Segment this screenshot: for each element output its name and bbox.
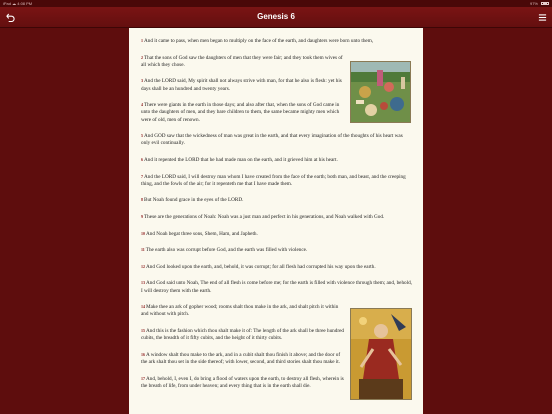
verse-text: And this is the fashion which thou shalt make it of: The length of the ark shall be three hundred cubits, the breadth of it fifty cubits, and the height of it thirty cubits. [141, 327, 344, 342]
verse-text: And it came to pass, when men began to multiply on the face of the earth, and daughters were born unto them, [144, 38, 374, 44]
verse-text: And GOD saw that the wickedness of man was great in the earth, and that every imagination of the thoughts of his heart was only evil continually. [141, 133, 403, 147]
verse-8[interactable] [141, 196, 413, 204]
verse-3[interactable] [141, 77, 346, 92]
verse-number: 16 [141, 351, 145, 357]
verse-number: 4 [141, 102, 143, 108]
verse-text: And, behold, I, even I, do bring a flood of waters upon the earth, to destroy all flesh, wherein is the breath of life, from under heaven; and every thing that is in the earth shall die. [141, 375, 344, 389]
verse-text: That the sons of God saw the daughters of men that they were fair; and they took them wives of all which they chose. [141, 54, 343, 68]
verse-text: These are the generations of Noah: Noah was a just man and perfect in his generations, and Noah walked with God. [144, 213, 385, 220]
verse-number: 13 [141, 280, 145, 286]
back-button[interactable] [2, 9, 18, 25]
verse-11[interactable] [141, 246, 413, 254]
battery-icon [541, 2, 549, 5]
verse-text: Make thee an ark of gopher wood; rooms shalt thou make in the ark, and shalt pitch it within and without with pitch. [141, 304, 339, 318]
verse-number: 14 [141, 304, 145, 310]
verse-text: And it repented the LORD that he had made man on the earth, and it grieved him at his heart. [144, 156, 338, 163]
chapter-page[interactable] [129, 28, 423, 414]
nav-bar [0, 7, 552, 28]
verse-text: And God looked upon the earth, and, behold, it was corrupt; for all flesh had corrupted his way upon the earth. [146, 263, 376, 270]
verse-number: 15 [141, 327, 145, 333]
verse-1[interactable] [141, 37, 413, 45]
verse-number: 17 [141, 375, 145, 381]
verse-9[interactable] [141, 213, 413, 221]
verse-10[interactable] [141, 230, 413, 238]
status-left: iPad ☁ 4:08 PM [3, 1, 33, 6]
verse-7[interactable] [141, 173, 413, 188]
verse-text: And the LORD said, I will destroy man whom I have created from the face of the earth; both man, and beast, and the creeping thing, and the fowls of the air; for it repenteth me that I have made them. [141, 173, 406, 187]
page-title: Genesis 6 [257, 12, 295, 21]
verse-number: 12 [141, 263, 145, 269]
verse-number: 1 [141, 38, 143, 43]
verse-6[interactable] [141, 156, 413, 164]
verse-text: The earth also was corrupt before God, and the earth was filled with violence. [145, 247, 308, 254]
verse-text: And God said unto Noah, The end of all flesh is come before me; for the earth is filled with violence through them; and, behold, I will destroy them with the earth. [141, 280, 412, 294]
verse-12[interactable] [141, 263, 413, 271]
verse-number: 6 [141, 156, 143, 162]
verse-number: 3 [141, 78, 143, 84]
verse-14[interactable] [141, 303, 346, 318]
verse-text: There were giants in the earth in those days; and also after that, when the sons of God came in unto the daughters of men, and they bare children to them, the same became mighty men which were of old, men of renown. [141, 102, 340, 123]
back-arrow-icon [6, 13, 15, 22]
verse-number: 9 [141, 213, 143, 219]
verse-number: 5 [141, 133, 143, 139]
verse-text: A window shalt thou make to the ark, and in a cubit shalt thou finish it above; and the door of the ark shalt thou set in the side thereof; with lower, second, and third stories shalt thou make it. [141, 351, 341, 365]
verse-number: 2 [141, 54, 143, 60]
verse-4[interactable] [141, 101, 346, 124]
verse-list [141, 37, 413, 398]
menu-button[interactable] [534, 9, 550, 25]
verse-number: 8 [141, 197, 143, 203]
verse-number: 11 [141, 247, 145, 253]
battery-percent: 97% [529, 1, 538, 6]
verse-number: 7 [141, 173, 143, 179]
status-bar [0, 0, 552, 7]
verse-15[interactable] [141, 327, 346, 342]
verse-16[interactable] [141, 351, 346, 366]
verse-text: And the LORD said, My spirit shall not always strive with man, for that he also is flesh: yet his days shall be an hundred and twenty years. [141, 78, 342, 92]
verse-number: 10 [141, 230, 145, 236]
verse-text: And Noah begat three sons, Shem, Ham, and Japheth. [146, 230, 258, 237]
verse-17[interactable] [141, 375, 346, 390]
verse-5[interactable] [141, 132, 413, 147]
verse-2[interactable] [141, 54, 346, 69]
list-menu-icon [538, 13, 547, 22]
verse-text: But Noah found grace in the eyes of the LORD. [144, 197, 244, 204]
verse-13[interactable] [141, 279, 413, 294]
